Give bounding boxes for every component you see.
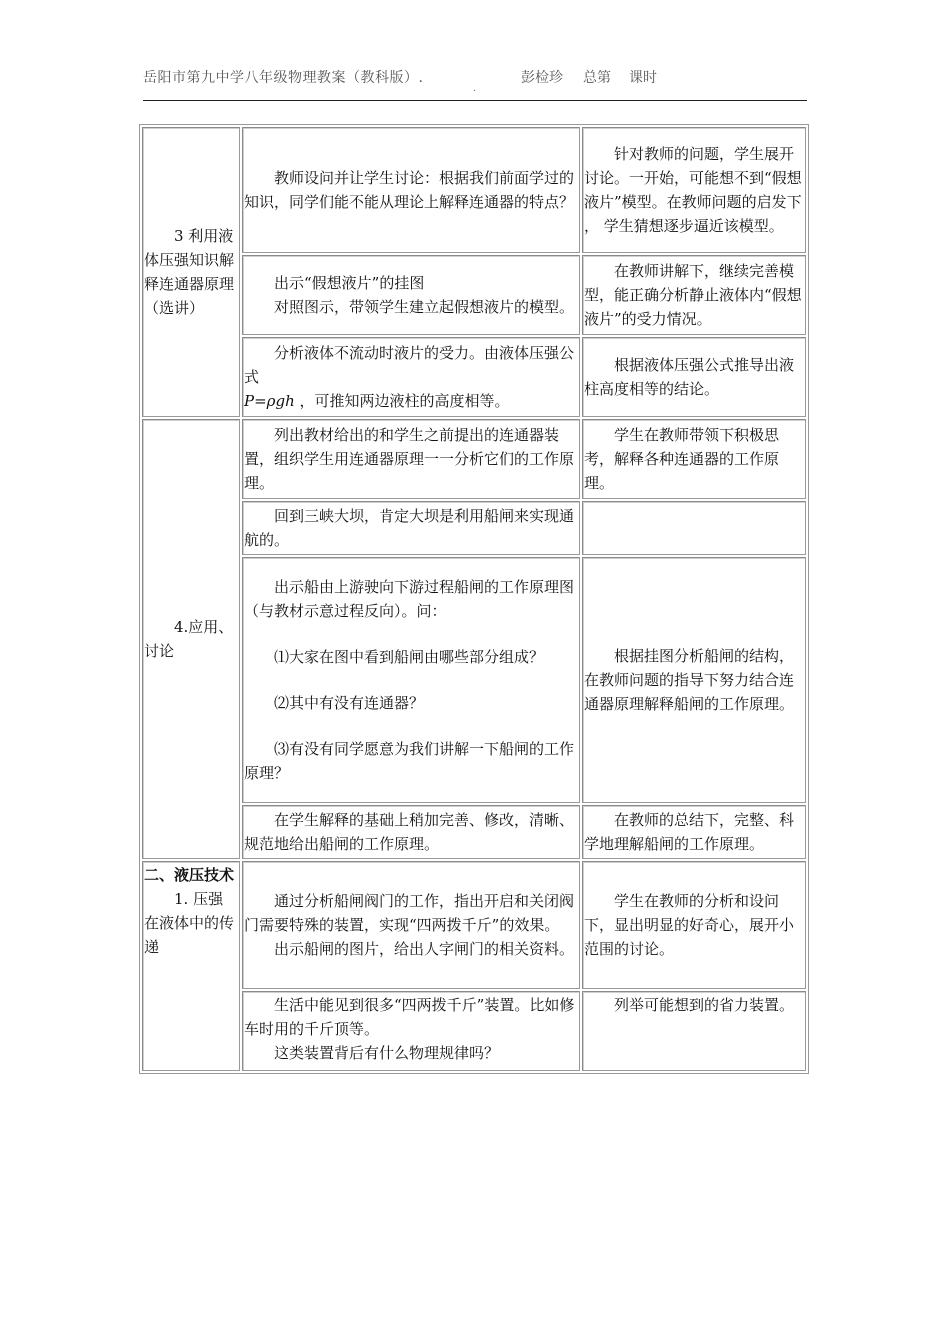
topic-text: 3 利用液体压强知识解释连通器原理（选讲）: [144, 227, 235, 317]
topic-cell: [142, 127, 240, 417]
topic-cell: [142, 861, 240, 1071]
teacher-activity-cell: [242, 419, 580, 499]
student-text: 根据液体压强公式推导出液柱高度相等的结论。: [584, 356, 795, 398]
student-activity-cell: [582, 861, 806, 989]
topic-text: 4.应用、讨论: [144, 618, 234, 660]
student-activity-cell: [582, 991, 806, 1071]
student-text: 学生在教师的分析和设问下，显出明显的好奇心，展开小范围的讨论。: [584, 892, 795, 958]
student-text: 学生在教师带领下积极思考，解释各种连通器的工作原理。: [584, 426, 780, 492]
student-activity-cell: [582, 127, 806, 253]
teacher-text: 这类装置背后有什么物理规律吗？: [274, 1044, 500, 1062]
student-activity-cell: [582, 557, 806, 803]
student-text: 根据挂图分析船闸的结构，在教师问题的指导下努力结合连通器原理解释船闸的工作原理。: [584, 647, 795, 713]
period-label: 课时: [629, 70, 657, 86]
document-title: 岳阳市第九中学八年级物理教案（教科版）.: [143, 70, 424, 86]
section-heading: 二、液压技术: [144, 866, 235, 884]
teacher-activity-cell: [242, 255, 580, 335]
lesson-plan-table: [139, 124, 806, 1074]
author-name: 彭检珍: [521, 70, 563, 86]
teacher-text: 分析液体不流动时液片的受力。由液体压强公式: [244, 344, 575, 386]
topic-cell: [142, 419, 240, 859]
question-text: ⑶有没有同学愿意为我们讲解一下船闸的工作原理？: [244, 740, 575, 782]
teacher-text: 教师设问并让学生讨论：根据我们前面学过的知识，同学们能不能从理论上解释连通器的特点？: [244, 169, 575, 211]
teacher-activity-cell: [242, 861, 580, 989]
student-text: 列举可能想到的省力装置。: [614, 996, 795, 1014]
teacher-text: 列出教材给出的和学生之前提出的连通器装置，组织学生用连通器原理一一分析它们的工作原理。: [244, 426, 575, 492]
student-activity-cell: [582, 419, 806, 499]
question-text: ⑴大家在图中看到船闸由哪些部分组成？: [274, 648, 545, 666]
teacher-text: 在学生解释的基础上稍加完善、修改，清晰、规范地给出船闸的工作原理。: [244, 811, 575, 853]
teacher-text: 出示“假想液片”的挂图: [274, 274, 425, 292]
topic-text: 1. 压强在液体中的传递: [144, 890, 235, 956]
student-text: 在教师的总结下，完整、科学地理解船闸的工作原理。: [584, 811, 795, 853]
teacher-text: ，可推知两边液柱的高度相等。: [294, 392, 510, 410]
header-dot: .: [473, 84, 476, 94]
teacher-activity-cell: [242, 127, 580, 253]
page-header: [143, 64, 807, 104]
teacher-text: 对照图示，带领学生建立起假想液片的模型。: [274, 298, 575, 316]
teacher-text: 生活中能见到很多“四两拨千斤”装置。比如修车时用的千斤顶等。: [244, 996, 575, 1038]
teacher-activity-cell: [242, 501, 580, 555]
teacher-activity-cell: [242, 337, 580, 417]
teacher-text: 通过分析船闸阀门的工作，指出开启和关闭阀门需要特殊的装置，实现“四两拨千斤”的效果。: [244, 892, 575, 934]
header-rule: [143, 100, 807, 101]
student-activity-cell: [582, 501, 806, 555]
formula: P=ρgh: [244, 392, 295, 410]
lesson-total-label: 总第: [583, 70, 611, 86]
student-activity-cell: [582, 337, 806, 417]
teacher-activity-cell: [242, 991, 580, 1071]
teacher-text: 回到三峡大坝，肯定大坝是利用船闸来实现通航的。: [244, 507, 575, 549]
teacher-activity-cell: [242, 557, 580, 803]
teacher-activity-cell: [242, 805, 580, 859]
student-activity-cell: [582, 255, 806, 335]
student-text: 在教师讲解下，继续完善模型，能正确分析静止液体内“假想液片”的受力情况。: [584, 262, 802, 328]
question-text: ⑵其中有没有连通器？: [274, 694, 425, 712]
teacher-text: 出示船闸的图片，给出人字闸门的相关资料。: [274, 940, 575, 958]
student-text: 针对教师的问题，学生展开讨论。一开始，可能想不到“假想液片”模型。在教师问题的启发下 ， 学生猜想逐步逼近该模型。: [584, 145, 802, 235]
student-activity-cell: [582, 805, 806, 859]
teacher-text: 出示船由上游驶向下游过程船闸的工作原理图（与教材示意过程反向）。问：: [244, 578, 575, 620]
